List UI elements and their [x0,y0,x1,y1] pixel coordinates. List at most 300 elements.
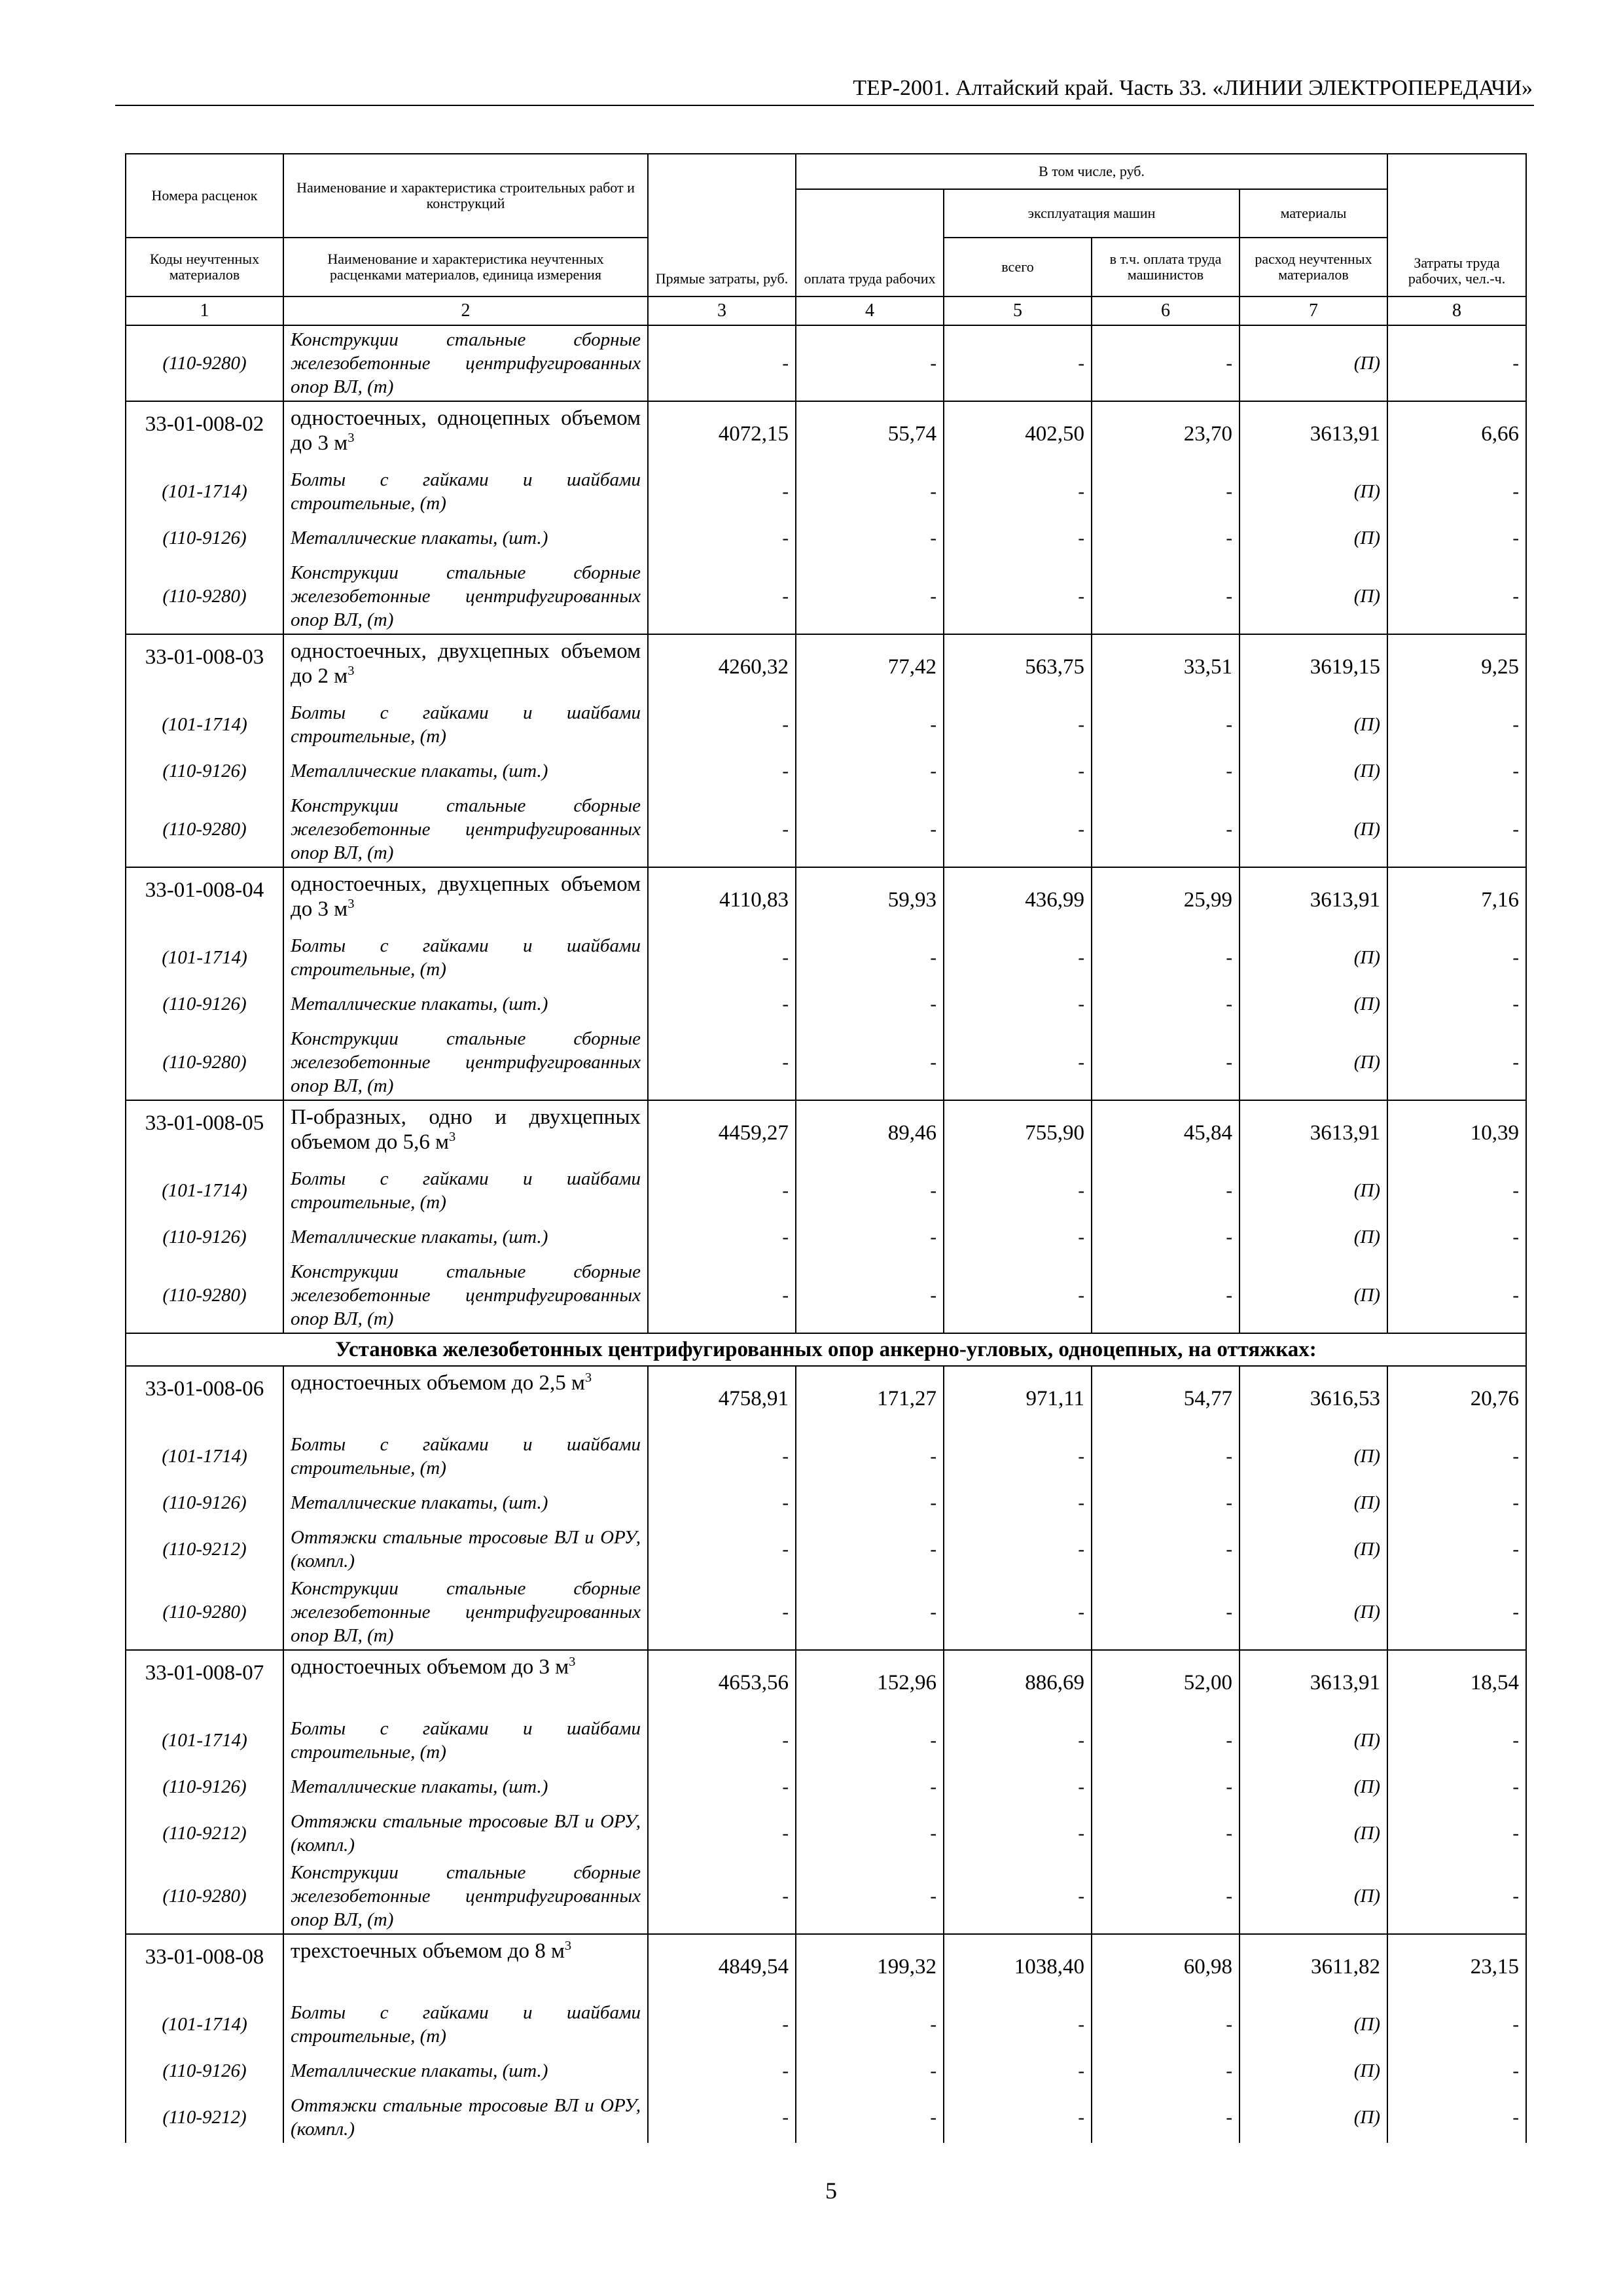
machinists-pay: 54,77 [1092,1366,1240,1431]
unaccounted-cell: (П) [1240,466,1387,517]
value-cell: - [796,1025,944,1100]
header-col2-bottom: Наименование и характеристика неучтенных расценками материалов, единица измерения [283,238,648,296]
rate-code: 33-01-008-06 [126,1366,283,1431]
rate-code: 33-01-008-08 [126,1934,283,1999]
material-code: (110-9126) [126,750,283,792]
value-cell: - [648,466,796,517]
labor-hours: 9,25 [1387,634,1526,699]
machines-total: 563,75 [944,634,1092,699]
material-code: (101-1714) [126,1999,283,2050]
material-name: Оттяжки стальные тросовые ВЛ и ОРУ, (компл.) [283,1808,648,1859]
value-cell: - [648,699,796,750]
value-cell: - [1092,1859,1240,1934]
material-name: Оттяжки стальные тросовые ВЛ и ОРУ, (компл.) [283,1524,648,1575]
value-cell: - [648,559,796,634]
unaccounted-cell: (П) [1240,2092,1387,2143]
material-code: (110-9126) [126,517,283,559]
machines-total: 755,90 [944,1100,1092,1165]
material-name: Конструкции стальные сборные железобетонные центрифугированных опор ВЛ, (т) [283,1859,648,1934]
value-cell: - [648,750,796,792]
value-cell: - [1387,559,1526,634]
material-row [126,1482,1526,1524]
value-cell: - [648,1431,796,1482]
unaccounted-cell: (П) [1240,983,1387,1025]
value-cell: - [944,699,1092,750]
header-col5: всего [944,238,1092,296]
column-number: 4 [796,296,944,325]
labor-pay: 55,74 [796,401,944,466]
value-cell: - [1387,750,1526,792]
unaccounted-cell: (П) [1240,1258,1387,1333]
unaccounted-cell: (П) [1240,932,1387,983]
value-cell: - [1092,1715,1240,1766]
column-number: 8 [1387,296,1526,325]
value-cell: - [648,1859,796,1934]
material-name: Металлические плакаты, (шт.) [283,2050,648,2092]
value-cell: - [1092,983,1240,1025]
labor-hours: 6,66 [1387,401,1526,466]
value-cell: - [1387,1859,1526,1934]
rate-row [126,634,1526,699]
rate-name: трехстоечных объемом до 8 $м^3$ [283,1934,648,1999]
value-cell: - [648,517,796,559]
value-cell: - [796,325,944,401]
material-name: Болты с гайками и шайбами строительные, (т) [283,1999,648,2050]
value-cell: - [796,1715,944,1766]
direct-costs: 4260,32 [648,634,796,699]
material-row [126,1165,1526,1216]
value-cell: - [1092,750,1240,792]
section-heading: Установка железобетонных центрифугированных опор анкерно-угловых, одноцепных, на оттяжках: [126,1333,1526,1366]
value-cell: - [1092,1431,1240,1482]
machines-total: 886,69 [944,1650,1092,1715]
value-cell: - [944,1715,1092,1766]
material-row [126,1808,1526,1859]
value-cell: - [1387,1258,1526,1333]
value-cell: - [1092,1808,1240,1859]
value-cell: - [1092,1482,1240,1524]
unaccounted-cell: (П) [1240,1025,1387,1100]
value-cell: - [1092,1258,1240,1333]
value-cell: - [1387,792,1526,867]
value-cell: - [944,1216,1092,1258]
page-header [115,71,1534,106]
value-cell: - [796,1482,944,1524]
value-cell: - [1387,1216,1526,1258]
material-name: Конструкции стальные сборные железобетонные центрифугированных опор ВЛ, (т) [283,1575,648,1650]
material-name: Болты с гайками и шайбами строительные, (т) [283,1431,648,1482]
machinists-pay: 33,51 [1092,634,1240,699]
labor-hours: 18,54 [1387,1650,1526,1715]
machinists-pay: 25,99 [1092,867,1240,932]
material-name: Болты с гайками и шайбами строительные, (т) [283,1165,648,1216]
material-row [126,1715,1526,1766]
header-materials: материалы [1240,189,1387,238]
value-cell: - [648,1216,796,1258]
value-cell: - [1387,1999,1526,2050]
value-cell: - [1092,699,1240,750]
value-cell: - [796,1859,944,1934]
materials-cost: 3613,91 [1240,1100,1387,1165]
header-col1-bottom: Коды неучтенных материалов [126,238,283,296]
value-cell: - [1387,1808,1526,1859]
unaccounted-cell: (П) [1240,1766,1387,1808]
rate-name: одностоечных, одноцепных объемом до 3 $м^3$ [283,401,648,466]
material-name: Болты с гайками и шайбами строительные, (т) [283,466,648,517]
rate-code: 33-01-008-04 [126,867,283,932]
rate-row [126,1100,1526,1165]
value-cell: - [796,792,944,867]
header-col3: Прямые затраты, руб. [648,154,796,296]
material-code: (110-9280) [126,1575,283,1650]
value-cell: - [944,932,1092,983]
value-cell: - [944,1808,1092,1859]
material-name: Конструкции стальные сборные железобетонные центрифугированных опор ВЛ, (т) [283,559,648,634]
value-cell: - [1387,932,1526,983]
value-cell: - [796,2092,944,2143]
labor-pay: 59,93 [796,867,944,932]
direct-costs: 4849,54 [648,1934,796,1999]
material-row [126,2050,1526,2092]
direct-costs: 4110,83 [648,867,796,932]
value-cell: - [944,1859,1092,1934]
material-code: (110-9280) [126,559,283,634]
value-cell: - [648,1482,796,1524]
material-row [126,1431,1526,1482]
unaccounted-cell: (П) [1240,1431,1387,1482]
material-code: (101-1714) [126,1431,283,1482]
value-cell: - [648,1808,796,1859]
rate-code: 33-01-008-07 [126,1650,283,1715]
material-row [126,1025,1526,1100]
rate-name: П-образных, одно и двухцепных объемом до 5,6 $м^3$ [283,1100,648,1165]
value-cell: - [944,1482,1092,1524]
labor-hours: 23,15 [1387,1934,1526,1999]
material-row [126,2092,1526,2143]
rate-row [126,1934,1526,1999]
value-cell: - [1387,1766,1526,1808]
value-cell: - [796,932,944,983]
value-cell: - [648,1165,796,1216]
value-cell: - [796,559,944,634]
value-cell: - [1092,1216,1240,1258]
material-name: Болты с гайками и шайбами строительные, (т) [283,1715,648,1766]
machines-total: 971,11 [944,1366,1092,1431]
machines-total: 436,99 [944,867,1092,932]
materials-cost: 3611,82 [1240,1934,1387,1999]
value-cell: - [1092,517,1240,559]
header-col2-top: Наименование и характеристика строительных работ и конструкций [283,154,648,238]
value-cell: - [944,1575,1092,1650]
value-cell: - [1387,1482,1526,1524]
material-row [126,466,1526,517]
material-name: Металлические плакаты, (шт.) [283,1216,648,1258]
value-cell: - [648,2050,796,2092]
material-code: (110-9126) [126,2050,283,2092]
value-cell: - [944,517,1092,559]
material-row [126,1575,1526,1650]
value-cell: - [1092,2050,1240,2092]
value-cell: - [648,792,796,867]
document-title: ТЕР-2001. Алтайский край. Часть 33. «ЛИНИИ ЭЛЕКТРОПЕРЕДАЧИ» [853,76,1533,100]
material-row [126,1258,1526,1333]
value-cell: - [796,1216,944,1258]
value-cell: - [1387,1025,1526,1100]
material-row [126,699,1526,750]
material-row [126,1859,1526,1934]
unaccounted-cell: (П) [1240,1859,1387,1934]
page-number: 5 [825,2178,837,2204]
unaccounted-cell: (П) [1240,1482,1387,1524]
value-cell: - [796,750,944,792]
column-numbers-row [126,296,1526,325]
materials-cost: 3613,91 [1240,1650,1387,1715]
column-number: 2 [283,296,648,325]
material-code: (110-9280) [126,792,283,867]
header-col4: оплата труда рабочих [796,189,944,296]
material-name: Металлические плакаты, (шт.) [283,983,648,1025]
value-cell: - [1092,792,1240,867]
labor-pay: 152,96 [796,1650,944,1715]
header-col6: в т.ч. оплата труда машинистов [1092,238,1240,296]
value-cell: - [796,1766,944,1808]
value-cell: - [796,517,944,559]
machinists-pay: 45,84 [1092,1100,1240,1165]
table-header-row [126,154,1526,189]
material-code: (110-9280) [126,1258,283,1333]
unaccounted-cell: (П) [1240,1524,1387,1575]
value-cell: - [944,466,1092,517]
material-row [126,559,1526,634]
value-cell: - [944,2092,1092,2143]
rate-name: одностоечных объемом до 2,5 $м^3$ [283,1366,648,1431]
rate-code: 33-01-008-03 [126,634,283,699]
value-cell: - [648,325,796,401]
material-row [126,517,1526,559]
unaccounted-cell: (П) [1240,517,1387,559]
value-cell: - [944,983,1092,1025]
material-row [126,1216,1526,1258]
value-cell: - [796,1431,944,1482]
value-cell: - [944,1258,1092,1333]
material-code: (101-1714) [126,1715,283,1766]
unaccounted-cell: (П) [1240,559,1387,634]
value-cell: - [796,699,944,750]
direct-costs: 4653,56 [648,1650,796,1715]
value-cell: - [1092,466,1240,517]
labor-hours: 10,39 [1387,1100,1526,1165]
column-number: 6 [1092,296,1240,325]
direct-costs: 4758,91 [648,1366,796,1431]
material-code: (101-1714) [126,699,283,750]
material-code: (110-9280) [126,1025,283,1100]
material-row [126,1524,1526,1575]
column-number: 5 [944,296,1092,325]
machinists-pay: 52,00 [1092,1650,1240,1715]
material-row [126,1766,1526,1808]
rate-row [126,401,1526,466]
labor-pay: 77,42 [796,634,944,699]
materials-cost: 3616,53 [1240,1366,1387,1431]
value-cell: - [1092,932,1240,983]
material-code: (110-9126) [126,1766,283,1808]
material-name: Металлические плакаты, (шт.) [283,750,648,792]
labor-hours: 20,76 [1387,1366,1526,1431]
material-name: Оттяжки стальные тросовые ВЛ и ОРУ, (компл.) [283,2092,648,2143]
value-cell: - [796,983,944,1025]
material-name: Металлические плакаты, (шт.) [283,1482,648,1524]
value-cell: - [1387,2092,1526,2143]
material-name: Металлические плакаты, (шт.) [283,1766,648,1808]
value-cell: - [648,983,796,1025]
unaccounted-cell: (П) [1240,1715,1387,1766]
material-name: Болты с гайками и шайбами строительные, (т) [283,699,648,750]
value-cell: - [1387,1431,1526,1482]
header-col7: расход неучтенных материалов [1240,238,1387,296]
materials-cost: 3619,15 [1240,634,1387,699]
value-cell: - [944,750,1092,792]
machinists-pay: 23,70 [1092,401,1240,466]
value-cell: - [1092,2092,1240,2143]
value-cell: - [944,792,1092,867]
material-name: Болты с гайками и шайбами строительные, (т) [283,932,648,983]
labor-pay: 89,46 [796,1100,944,1165]
unaccounted-cell: (П) [1240,792,1387,867]
value-cell: - [1387,1165,1526,1216]
rate-row [126,867,1526,932]
rate-code: 33-01-008-02 [126,401,283,466]
value-cell: - [944,325,1092,401]
unaccounted-cell: (П) [1240,750,1387,792]
rate-name: одностоечных объемом до 3 $м^3$ [283,1650,648,1715]
material-row [126,325,1526,401]
material-code: (110-9280) [126,325,283,401]
material-name: Конструкции стальные сборные железобетонные центрифугированных опор ВЛ, (т) [283,1025,648,1100]
material-code: (101-1714) [126,1165,283,1216]
materials-cost: 3613,91 [1240,401,1387,466]
column-number: 3 [648,296,796,325]
value-cell: - [648,1766,796,1808]
material-code: (110-9212) [126,1808,283,1859]
value-cell: - [796,2050,944,2092]
unaccounted-cell: (П) [1240,1999,1387,2050]
material-code: (110-9126) [126,983,283,1025]
value-cell: - [1092,1999,1240,2050]
value-cell: - [944,559,1092,634]
rate-name: одностоечных, двухцепных объемом до 2 $м^3$ [283,634,648,699]
machines-total: 402,50 [944,401,1092,466]
value-cell: - [944,2050,1092,2092]
value-cell: - [1092,559,1240,634]
rate-row [126,1366,1526,1431]
value-cell: - [944,1165,1092,1216]
section-row [126,1333,1526,1366]
value-cell: - [1092,1575,1240,1650]
value-cell: - [1387,466,1526,517]
labor-pay: 171,27 [796,1366,944,1431]
material-code: (110-9126) [126,1482,283,1524]
price-table [125,153,1527,2143]
value-cell: - [796,1808,944,1859]
value-cell: - [944,1524,1092,1575]
value-cell: - [944,1431,1092,1482]
material-row [126,932,1526,983]
material-name: Конструкции стальные сборные железобетонные центрифугированных опор ВЛ, (т) [283,325,648,401]
material-row [126,1999,1526,2050]
value-cell: - [944,1999,1092,2050]
value-cell: - [796,1165,944,1216]
header-machines: эксплуатация машин [944,189,1240,238]
direct-costs: 4459,27 [648,1100,796,1165]
machinists-pay: 60,98 [1092,1934,1240,1999]
value-cell: - [1092,1025,1240,1100]
unaccounted-cell: (П) [1240,2050,1387,2092]
material-code: (101-1714) [126,932,283,983]
value-cell: - [944,1025,1092,1100]
value-cell: - [1092,1766,1240,1808]
value-cell: - [1387,699,1526,750]
material-code: (110-9280) [126,1859,283,1934]
header-col1-top: Номера расценок [126,154,283,238]
value-cell: - [1387,1524,1526,1575]
labor-pay: 199,32 [796,1934,944,1999]
material-row [126,750,1526,792]
value-cell: - [648,1575,796,1650]
value-cell: - [648,2092,796,2143]
unaccounted-cell: (П) [1240,1575,1387,1650]
value-cell: - [944,1766,1092,1808]
value-cell: - [796,1999,944,2050]
value-cell: - [648,1999,796,2050]
material-code: (101-1714) [126,466,283,517]
value-cell: - [648,1258,796,1333]
material-name: Конструкции стальные сборные железобетонные центрифугированных опор ВЛ, (т) [283,1258,648,1333]
value-cell: - [1387,983,1526,1025]
value-cell: - [1092,1524,1240,1575]
column-number: 1 [126,296,283,325]
material-row [126,792,1526,867]
value-cell: - [1092,325,1240,401]
material-row [126,983,1526,1025]
rate-row [126,1650,1526,1715]
rate-name: одностоечных, двухцепных объемом до 3 $м^3$ [283,867,648,932]
material-code: (110-9212) [126,1524,283,1575]
materials-cost: 3613,91 [1240,867,1387,932]
material-code: (110-9126) [126,1216,283,1258]
unaccounted-cell: (П) [1240,1216,1387,1258]
unaccounted-cell: (П) [1240,1808,1387,1859]
value-cell: - [1092,1165,1240,1216]
material-code: (110-9212) [126,2092,283,2143]
value-cell: - [796,1524,944,1575]
labor-hours: 7,16 [1387,867,1526,932]
value-cell: - [796,1575,944,1650]
unaccounted-cell: (П) [1240,325,1387,401]
material-name: Металлические плакаты, (шт.) [283,517,648,559]
header-col8: Затраты труда рабочих, чел.-ч. [1387,154,1526,296]
value-cell: - [1387,1715,1526,1766]
value-cell: - [648,1715,796,1766]
value-cell: - [648,1524,796,1575]
header-group: В том числе, руб. [796,154,1387,189]
value-cell: - [796,466,944,517]
value-cell: - [1387,2050,1526,2092]
unaccounted-cell: (П) [1240,699,1387,750]
direct-costs: 4072,15 [648,401,796,466]
value-cell: - [796,1258,944,1333]
value-cell: - [1387,517,1526,559]
value-cell: - [1387,325,1526,401]
